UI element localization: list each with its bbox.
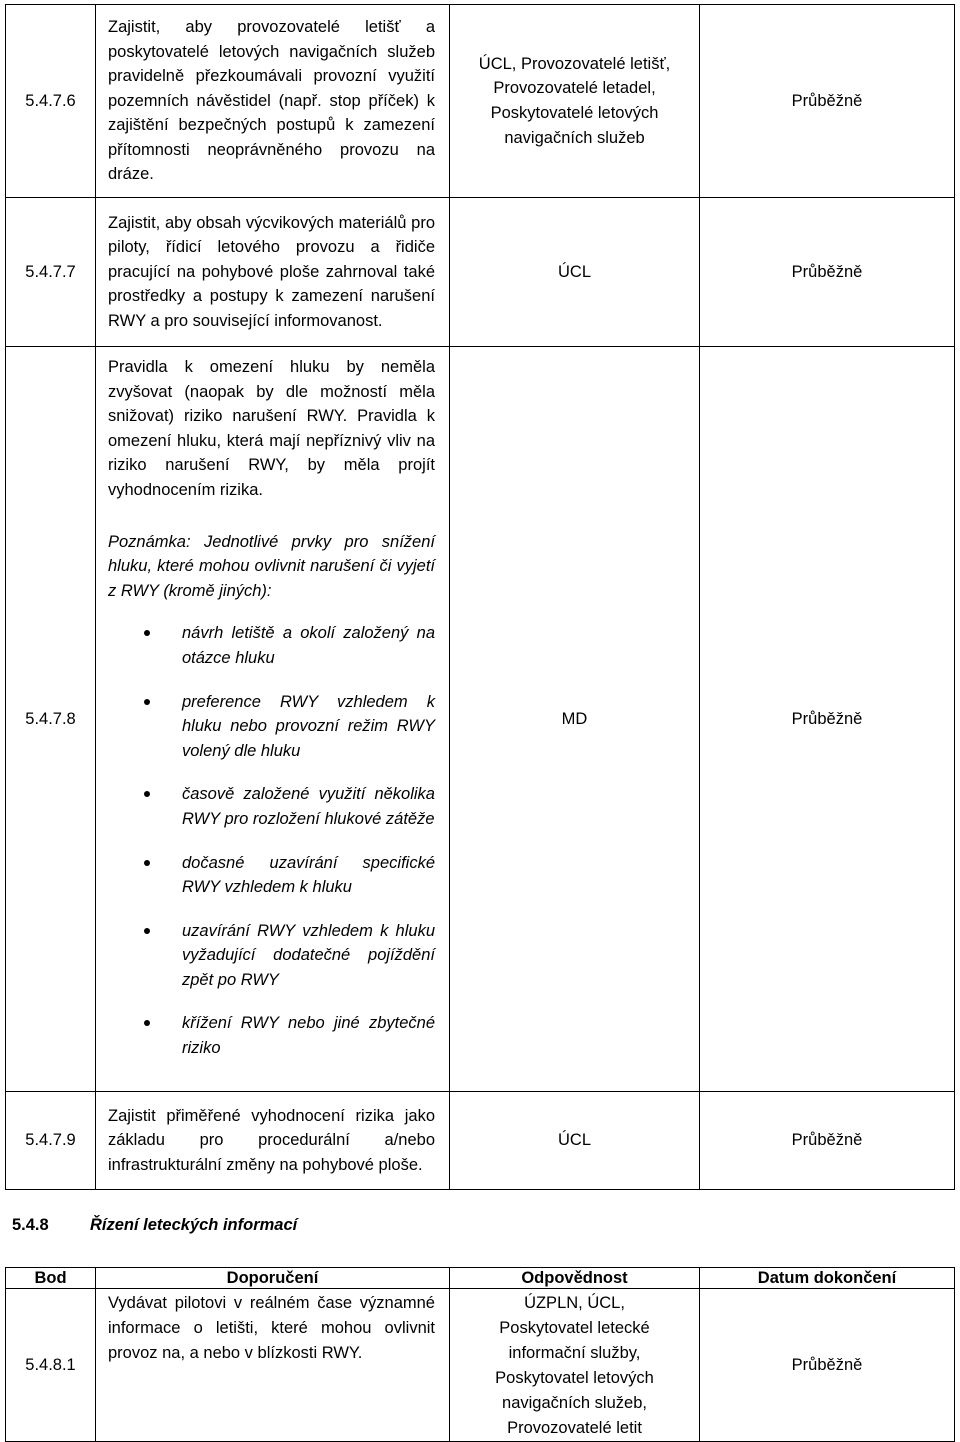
bod-cell — [6, 198, 96, 347]
doporuceni-cell — [96, 1092, 450, 1190]
header-bod: Bod — [6, 1268, 96, 1289]
table-row — [6, 1289, 955, 1442]
bod-cell — [6, 1289, 96, 1442]
table-header-row — [6, 1268, 955, 1289]
noise-elements-list — [108, 621, 435, 1060]
responsibility-line: Poskytovatel letecké — [499, 1319, 650, 1337]
header-odpovednost: Odpovědnost — [450, 1268, 700, 1289]
doporuceni-cell — [96, 198, 450, 347]
doporuceni-cell — [96, 5, 450, 198]
odpovednost-cell — [450, 1289, 700, 1442]
datum-cell — [700, 1289, 955, 1442]
date-text: Průběžně — [791, 1131, 863, 1150]
table-row — [6, 1092, 955, 1190]
bod-number: 5.4.7.7 — [25, 262, 76, 281]
recommendation-text: Zajistit, aby obsah výcvikových materiálů pro piloty, řídicí letového provozu a řidiče pracující na pohybové ploše zahrnoval také prostředky a postupy k zamezení narušení RWY a pro související informovanost. — [108, 213, 435, 330]
doporuceni-cell — [96, 1289, 450, 1442]
section-number: 5.4.8 — [12, 1216, 49, 1234]
odpovednost-cell — [450, 5, 700, 198]
recommendation-text: Pravidla k omezení hluku by neměla zvyšovat (naopak by dle možností měla snižovat) riziko narušení RWY. Pravidla k omezení hluku, která mají nepříznivý vliv na riziko narušení RWY, by měla projít vyhodnocením rizika. — [108, 358, 435, 499]
bod-cell — [6, 347, 96, 1092]
responsibility-text: ÚCL — [557, 1131, 591, 1150]
responsibility-line: navigačních služeb, — [502, 1394, 647, 1412]
list-item: uzavírání RWY vzhledem k hluku vyžadující dodatečné pojíždění zpět po RWY — [108, 919, 435, 993]
responsibility-line: informační služby, — [508, 1344, 641, 1362]
odpovednost-cell — [450, 347, 700, 1092]
doporuceni-cell — [96, 347, 450, 1092]
responsibility-text: ÚCL — [557, 262, 591, 281]
recommendation-text: Vydávat pilotovi v reálném čase významné informace o letišti, které mohou ovlivnit provoz na, a nebo v blízkosti RWY. — [108, 1294, 435, 1362]
datum-cell — [700, 347, 955, 1092]
section-heading — [12, 1216, 297, 1235]
bod-number: 5.4.8.1 — [25, 1355, 76, 1374]
list-item: preference RWY vzhledem k hluku nebo provozní režim RWY volený dle hluku — [108, 690, 435, 764]
list-item: dočasné uzavírání specifické RWY vzhledem k hluku — [108, 851, 435, 900]
note-text: Poznámka: Jednotlivé prvky pro snížení hluku, které mohou ovlivnit narušení či vyjetí z RWY (kromě jiných): — [108, 532, 435, 600]
table-row — [6, 5, 955, 198]
bod-number: 5.4.7.9 — [25, 1131, 76, 1149]
odpovednost-cell — [450, 1092, 700, 1190]
header-datum: Datum dokončení — [700, 1268, 955, 1289]
section-title: Řízení leteckých informací — [90, 1216, 298, 1234]
date-text: Průběžně — [791, 1355, 863, 1374]
recommendations-table — [5, 4, 955, 1190]
list-item: časově založené využití několika RWY pro rozložení hlukové zátěže — [108, 782, 435, 831]
bod-cell — [6, 5, 96, 198]
responsibility-line: Provozovatelé letit — [507, 1419, 642, 1437]
responsibility-text: MD — [561, 709, 588, 728]
list-item: křížení RWY nebo jiné zbytečné riziko — [108, 1011, 435, 1060]
bod-cell — [6, 1092, 96, 1190]
list-item: návrh letiště a okolí založený na otázce hluku — [108, 621, 435, 670]
datum-cell — [700, 5, 955, 198]
date-text: Průběžně — [791, 709, 863, 728]
responsibility-text: ÚCL, Provozovatelé letišť, Provozovatelé letadel, Poskytovatelé letových navigačních služeb — [478, 54, 671, 147]
recommendation-text: Zajistit, aby provozovatelé letišť a poskytovatelé letových navigačních služeb pravidelně přezkoumávali provozní využití pozemních návěstidel (např. stop příček) k zajištění bezpečných postupů k zamezení přítomnosti neoprávněného provozu na dráze. — [108, 17, 435, 184]
table-row — [6, 198, 955, 347]
datum-cell — [700, 198, 955, 347]
header-doporuceni: Doporučení — [96, 1268, 450, 1289]
odpovednost-cell — [450, 198, 700, 347]
datum-cell — [700, 1092, 955, 1190]
bod-number: 5.4.7.6 — [25, 91, 76, 110]
date-text: Průběžně — [791, 262, 863, 281]
aim-table — [5, 1267, 955, 1442]
date-text: Průběžně — [791, 91, 863, 110]
table-row — [6, 347, 955, 1092]
responsibility-line: ÚZPLN, ÚCL, — [524, 1294, 625, 1312]
recommendation-text: Zajistit přiměřené vyhodnocení rizika jako základu pro procedurální a/nebo infrastrukturální změny na pohybové ploše. — [108, 1106, 435, 1174]
bod-number: 5.4.7.8 — [25, 709, 76, 728]
responsibility-line: Poskytovatel letových — [495, 1369, 654, 1387]
